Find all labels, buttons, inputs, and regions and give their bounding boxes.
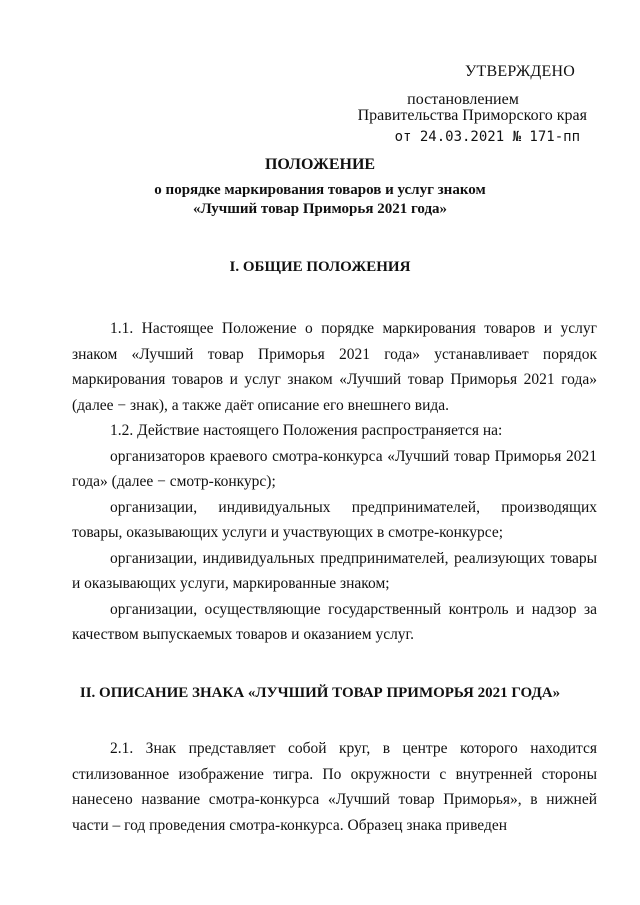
approval-title: УТВЕРЖДЕНО xyxy=(464,63,575,80)
paragraph-1-2: 1.2. Действие настоящего Положения распространяется на: xyxy=(110,422,503,439)
list-item-organizers: организаторов краевого смотра-конкурса «Лучший товар Приморья 2021 года» (далее − смотр-конкурс); xyxy=(72,447,597,490)
section-general-body xyxy=(72,316,597,648)
list-item-sellers: организации, индивидуальных предпринимателей, реализующих товары и оказывающих услуги, маркированные знаком; xyxy=(72,549,597,592)
approval-date-number: от 24.03.2021 № 171-пп xyxy=(394,129,580,145)
document-subtitle-line1: о порядке маркирования товаров и услуг знаком xyxy=(154,182,486,198)
document-subtitle-line2: «Лучший товар Приморья 2021 года» xyxy=(192,201,448,217)
document-title: ПОЛОЖЕНИЕ xyxy=(264,156,376,173)
paragraph-1-1: 1.1. Настоящее Положение о порядке маркирования товаров и услуг знаком «Лучший товар Приморья 2021 года» устанавливает порядок маркирования товаров и услуг знаком «Лучший товар Приморья 2021 года» (далее − знак), а также даёт описание его внешнего вида. xyxy=(72,320,597,414)
approval-line-resolution: постановлением xyxy=(407,91,519,108)
paragraph-2-1: 2.1. Знак представляет собой круг, в центре которого находится стилизованное изображение тигра. По окружности с внутренней стороны нанесено название смотра-конкурса «Лучший товар Приморья», в нижней части – год проведения смотра-конкурса. Образец знака приведен xyxy=(72,740,597,834)
list-item-supervisors: организации, осуществляющие государственный контроль и надзор за качеством выпускаемых товаров и оказанием услуг. xyxy=(72,600,597,643)
section-description-body xyxy=(72,736,597,838)
approval-line-government: Правительства Приморского края xyxy=(357,107,587,124)
list-item-producers: организации, индивидуальных предпринимателей, производящих товары, оказывающих услуги и участвующих в смотре-конкурсе; xyxy=(72,498,597,541)
section-heading-description: II. ОПИСАНИЕ ЗНАКА «ЛУЧШИЙ ТОВАР ПРИМОРЬЯ 2021 ГОДА» xyxy=(79,685,561,701)
section-heading-general: I. ОБЩИЕ ПОЛОЖЕНИЯ xyxy=(229,259,411,275)
